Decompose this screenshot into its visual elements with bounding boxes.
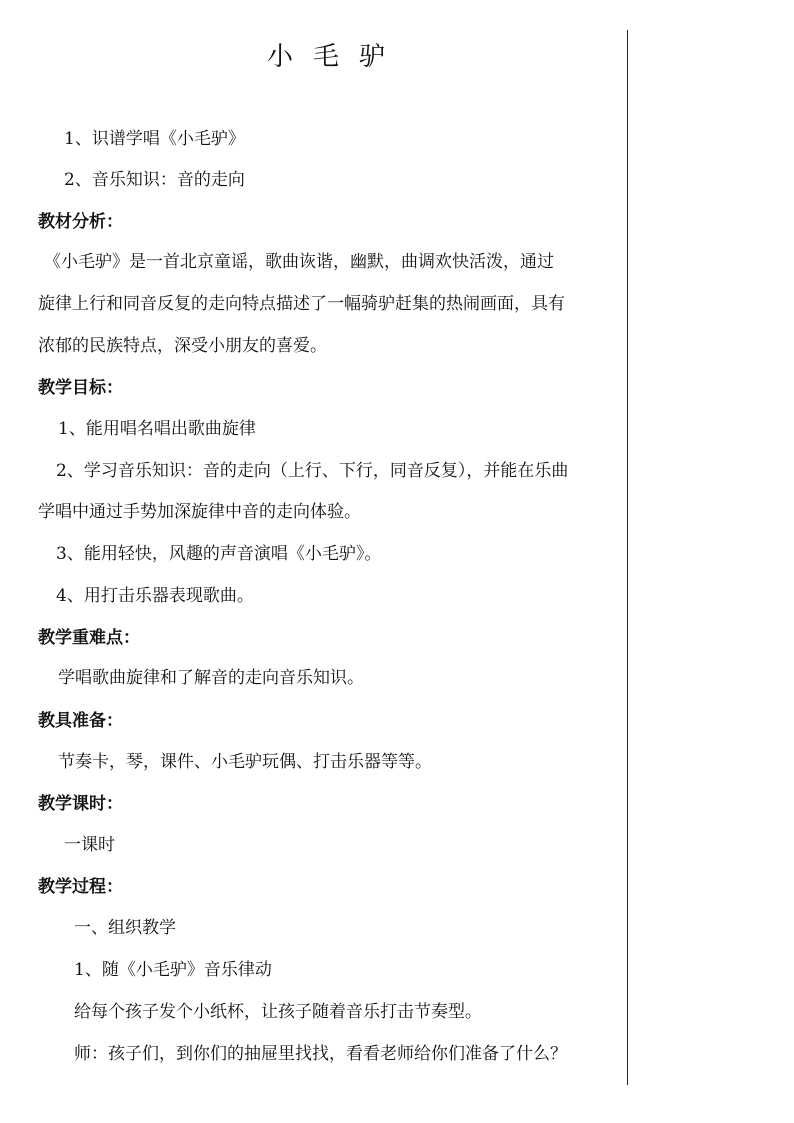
analysis-line-2: 旋律上行和同音反复的走向特点描述了一幅骑驴赶集的热闹画面，具有 [38,294,565,314]
class-hours-text: 一课时 [64,835,115,855]
key-points-text: 学唱歌曲旋律和了解音的走向音乐知识。 [58,668,364,688]
heading-teaching-aids: 教具准备： [38,711,123,731]
process-text-2: 师：孩子们，到你们的抽屉里找找，看看老师给你们准备了什么？ [74,1044,567,1064]
analysis-line-1: 《小毛驴》是一首北京童谣，歌曲诙谐，幽默，曲调欢快活泼，通过 [44,252,554,272]
goal-item-2-line-2: 学唱中通过手势加深旋律中音的走向体验。 [38,502,361,522]
intro-item-2: 2、音乐知识：音的走向 [64,170,245,190]
intro-item-1: 1、识谱学唱《小毛驴》 [64,129,245,149]
right-margin-rule [627,30,628,1085]
goal-item-1: 1、能用唱名唱出歌曲旋律 [58,419,256,439]
heading-class-hours: 教学课时： [38,794,123,814]
page-title: 小毛驴 [266,42,405,72]
teaching-aids-text: 节奏卡，琴，课件、小毛驴玩偶、打击乐器等等。 [58,752,432,772]
process-step-1: 一、组织教学 [74,918,176,938]
process-text-1: 给每个孩子发个小纸杯，让孩子随着音乐打击节奏型。 [74,1002,482,1022]
heading-key-points: 教学重难点： [38,628,140,648]
goal-item-4: 4、用打击乐器表现歌曲。 [56,586,254,606]
heading-teaching-process: 教学过程： [38,877,123,897]
goal-item-3: 3、能用轻快，风趣的声音演唱《小毛驴》。 [56,544,382,564]
analysis-line-3: 浓郁的民族特点，深受小朋友的喜爱。 [38,336,327,356]
heading-teaching-goals: 教学目标： [38,378,123,398]
goal-item-2-line-1: 2、学习音乐知识：音的走向（上行、下行，同音反复），并能在乐曲 [56,461,569,481]
heading-material-analysis: 教材分析： [38,212,123,232]
process-substep-1: 1、随《小毛驴》音乐律动 [74,960,272,980]
